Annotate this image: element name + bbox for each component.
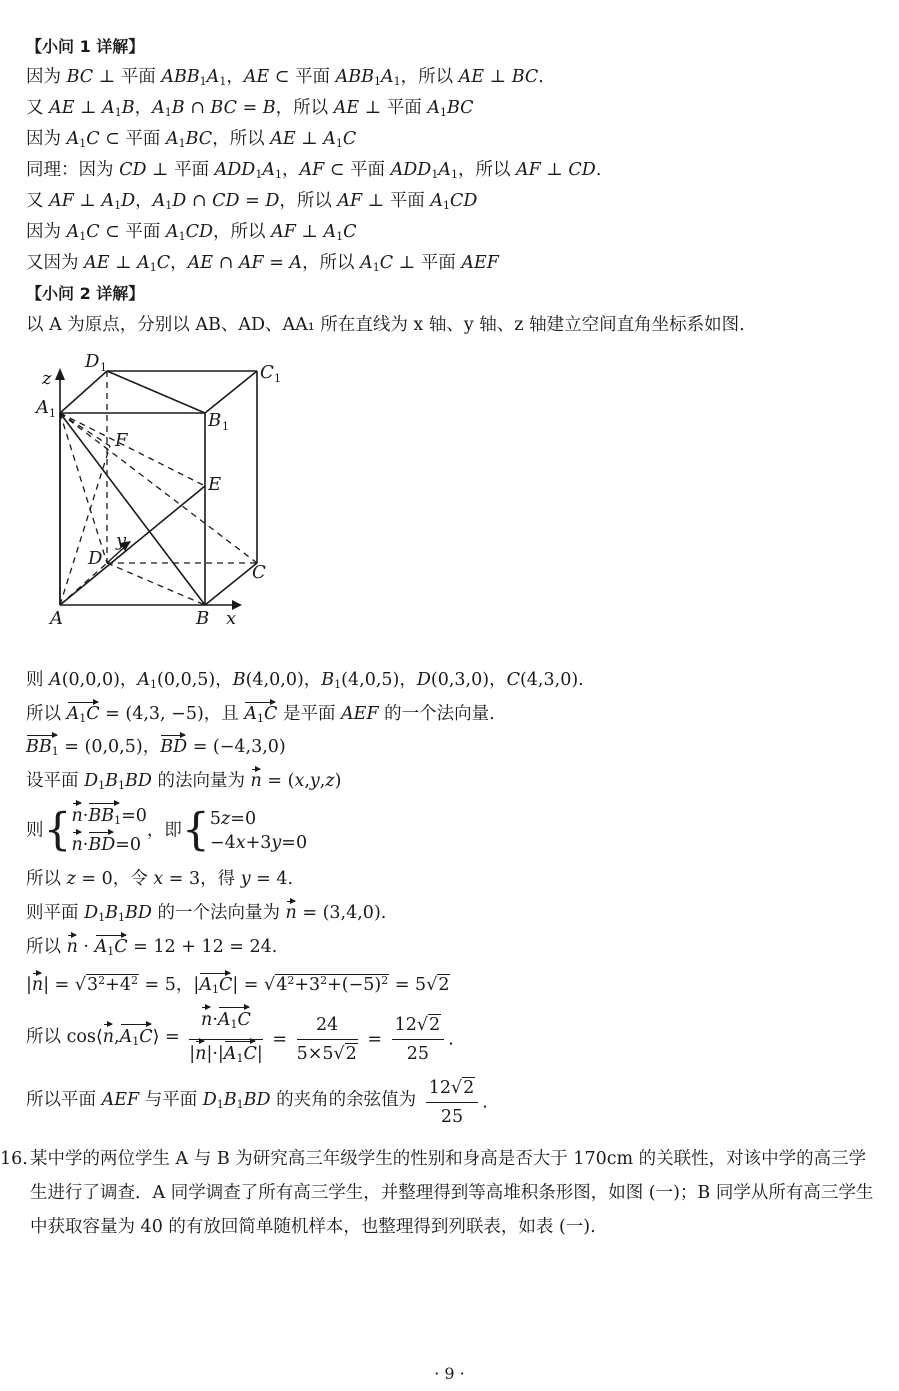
coords-line: 则 A(0,0,0)，$A_1(0,0,5)$，B(4,0,0)，$B_1(4,0,5)$，D(0,3,0)，C(4,3,0). [26, 670, 584, 691]
label-A1-sub: 1 [49, 407, 56, 420]
set-normal-line: 设平面 $D_1B_1BD$ 的法向量为 n = (x,y,z) [26, 771, 342, 792]
normal-vector-line: 所以 $A_1C = (4,3$, −5)，且 $A_1C$ 是平面 AEF 的一个法向量. [26, 703, 495, 730]
cuboid-figure [30, 350, 290, 635]
label-D: D [88, 548, 103, 569]
problem-16-text: 某中学的两位学生 A 与 B 为研究高三年级学生的性别和身高是否大于 170cm 的关联性，对该中学的高三学生进行了调查．A 同学调查了所有高三学生，并整理得到等高堆积条形图，如图 (一)；B 同学从所有高三学生中获取容量为 40 的有放回简单随机样本，也整理得到列联表，如表 (一). [30, 1149, 874, 1237]
label-z-axis: z [42, 368, 52, 389]
part1-header: 【小问 1 详解】 [26, 37, 145, 56]
label-C: C [252, 562, 266, 583]
problem-number: 16. [0, 1149, 28, 1169]
part2-intro: 以 A 为原点，分别以 AB、AD、AA₁ 所在直线为 x 轴、y 轴、z 轴建立空间直角坐标系如图. [26, 315, 745, 335]
part2-header: 【小问 2 详解】 [26, 284, 145, 303]
proof-line-4: 同理：因为 CD ⊥ 平面 $ADD_1A_1$，AF ⊂ 平面 $ADD_1A_1$，所以 AF ⊥ CD. [26, 160, 602, 181]
label-D1-sub: 1 [100, 361, 107, 374]
proof-line-3: 因为 $A_1C$ ⊂ 平面 $A_1BC$，所以 AE ⊥ $A_1C$ [26, 129, 357, 150]
label-C1: C [260, 362, 274, 383]
cosine-line: 所以 $\cos⟨n,A_1C⟩$ = $\frac{n\cdot A_1C}{|n|\cdot|A_1C|}$ = $\frac{24}{5\times 5√2}$ = $\frac{12√2}{25}$ . [26, 1008, 454, 1071]
label-y-axis: y [116, 530, 127, 551]
proof-line-1: 因为 BC ⊥ 平面 $ABB_1A_1$，AE ⊂ 平面 $ABB_1A_1$，所以 AE ⊥ BC. [26, 67, 544, 88]
system-line: 则{ $n\cdot BB_1=0$ n·BD=0 ，即{ 5z=0 −4x+3y=0 [26, 804, 308, 856]
normal-result-line: 则平面 $D_1B_1BD$ 的一个法向量为 n = (3,4,0). [26, 903, 387, 924]
solve-line: 所以 z = 0，令 x = 3，得 y = 4. [26, 869, 294, 889]
label-E: E [208, 474, 222, 495]
label-B1: B [208, 410, 222, 431]
label-B1-sub: 1 [222, 420, 229, 433]
label-C1-sub: 1 [274, 372, 281, 385]
label-x-axis: x [226, 608, 237, 629]
proof-line-7: 又因为 AE ⊥ $A_1C$，AE ∩ AF = A，所以 $A_1C$ ⊥ 平面 AEF [26, 253, 499, 274]
magnitude-line: $|n| = √3^2+4^2 = 5$，$|A_1C| = √4^2+3^2+(-5)^2 = 5√2$ [26, 970, 450, 1001]
proof-line-5: 又 AF ⊥ $A_1D$，$A_1D$ ∩ CD = D，所以 AF ⊥ 平面 $A_1CD$ [26, 191, 478, 212]
label-D1: D [85, 351, 100, 372]
label-A: A [50, 608, 63, 629]
proof-line-2: 又 AE ⊥ $A_1B$，$A_1B$ ∩ BC = B，所以 AE ⊥ 平面 $A_1BC$ [26, 98, 474, 119]
label-A1: A [36, 397, 49, 418]
label-F: F [115, 430, 128, 451]
vectors-line: $BB_1 = (0,0,5)$，BD = (−4,3,0) [26, 736, 286, 763]
page-number: · 9 · [434, 1364, 465, 1383]
dot-product-line: 所以 $n \cdot A_1C = 12 + 12 = 24$. [26, 936, 277, 963]
proof-line-6: 因为 $A_1C$ ⊂ 平面 $A_1CD$，所以 AF ⊥ $A_1C$ [26, 222, 357, 243]
label-B: B [196, 608, 210, 629]
conclusion-line: 所以平面 AEF 与平面 $D_1B_1BD$ 的夹角的余弦值为 $\frac{12√2}{25}$ . [26, 1078, 488, 1127]
